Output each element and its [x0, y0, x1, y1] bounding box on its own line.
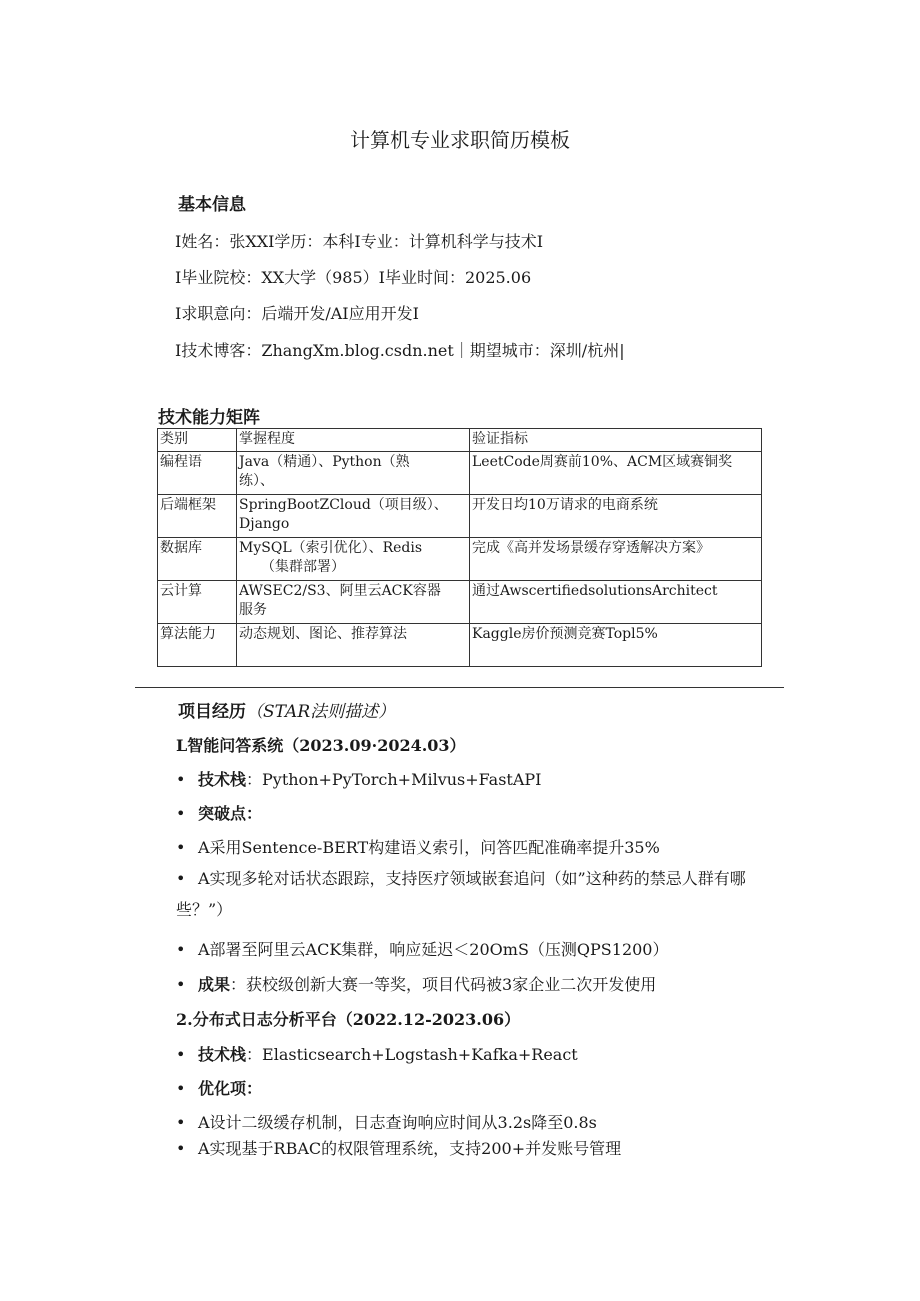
table-row	[158, 538, 762, 581]
table-cell-level	[237, 581, 470, 624]
label: 突破点	[198, 804, 247, 823]
bullet-icon: •	[176, 975, 186, 994]
table-cell-category: 云计算	[158, 581, 237, 624]
bullet-icon: •	[176, 838, 186, 857]
table-cell-proof: Kaggle房价预测竞赛Topl5%	[470, 624, 762, 667]
table-cell-category: 后端框架	[158, 495, 237, 538]
column-header: 验证指标	[470, 429, 762, 452]
bullet-icon: •	[176, 869, 186, 888]
section-heading-skill-matrix: 技术能力矩阵	[158, 408, 260, 428]
list-item	[176, 835, 660, 858]
projects-heading-text: 项目经历	[178, 702, 246, 722]
item-text: A部署至阿里云ACK集群，响应延迟＜20OmS（压测QPS1200）	[198, 940, 669, 959]
list-item	[176, 1110, 597, 1133]
list-item	[176, 801, 262, 824]
level-text: 动态规划、图论、推荐算法	[239, 626, 407, 642]
list-item	[176, 1136, 621, 1159]
table-cell-level	[237, 452, 470, 495]
label: 优化项	[198, 1079, 247, 1098]
basic-info-line: I姓名：张XXI学历：本科I专业：计算机科学与技术I	[175, 232, 544, 251]
basic-info-line: I技术博客：ZhangXm.blog.csdn.net｜期望城市：深圳/杭州|	[175, 341, 625, 360]
list-item	[176, 1042, 578, 1065]
item-text: A设计二级缓存机制，日志查询响应时间从3.2s降至0.8s	[198, 1113, 597, 1132]
label-colon: ：	[246, 1079, 263, 1098]
bullet-icon: •	[176, 940, 186, 959]
table-row	[158, 581, 762, 624]
table-cell-level	[237, 538, 470, 581]
basic-info-line: I毕业院校：XX大学（985）I毕业时间：2025.06	[175, 268, 532, 287]
bullet-icon: •	[176, 1079, 186, 1098]
bullet-icon: •	[176, 804, 186, 823]
level-text-cont: 练）、	[239, 473, 274, 489]
list-item	[176, 972, 656, 995]
column-header: 类别	[158, 429, 237, 452]
value: ：Python+PyTorch+Milvus+FastAPI	[246, 770, 542, 789]
table-row	[158, 452, 762, 495]
item-text: A实现基于RBAC的权限管理系统，支持200+并发账号管理	[198, 1139, 622, 1158]
basic-info-line: I求职意向：后端开发/AI应用开发I	[175, 304, 419, 323]
section-heading-projects	[178, 697, 395, 722]
table-cell-category: 编程语	[158, 452, 237, 495]
project-title: 2.分布式日志分析平台（2022.12-2023.06）	[176, 1010, 521, 1029]
bullet-icon: •	[176, 1045, 186, 1064]
label: 技术栈	[198, 770, 247, 789]
column-header: 掌握程度	[237, 429, 470, 452]
level-text: Java（精通）、Python（熟	[239, 454, 410, 470]
table-cell-category: 算法能力	[158, 624, 237, 667]
table-row	[158, 495, 762, 538]
level-text: SpringBootZCloud（项目级）、	[239, 497, 448, 513]
bullet-icon: •	[176, 770, 186, 789]
bullet-icon: •	[176, 1113, 186, 1132]
value: ：获校级创新大赛一等奖，项目代码被3家企业二次开发使用	[230, 975, 657, 994]
list-item	[176, 937, 668, 960]
table-header-row	[158, 429, 762, 452]
project-title: L智能问答系统（2023.09·2024.03）	[176, 736, 466, 755]
table-cell-level	[237, 624, 470, 667]
table-cell-category: 数据库	[158, 538, 237, 581]
section-divider	[135, 687, 784, 688]
table-cell-proof: LeetCode周赛前10%、ACM区域赛铜奖	[470, 452, 762, 495]
list-item	[176, 863, 788, 925]
level-text-cont: Django	[239, 516, 290, 532]
table-cell-proof: 开发日均10万请求的电商系统	[470, 495, 762, 538]
bullet-icon: •	[176, 1139, 186, 1158]
level-text: MySQL（索引优化）、Redis	[239, 540, 423, 556]
level-text-cont: （集群部署）	[261, 559, 345, 575]
item-text: A实现多轮对话状态跟踪，支持医疗领域嵌套追问（如”这种药的禁忌人群有哪些？”）	[176, 869, 746, 919]
list-item	[176, 767, 542, 790]
page-title: 计算机专业求职简历模板	[350, 128, 570, 152]
table-cell-proof: 完成《高并发场景缓存穿透解决方案》	[470, 538, 762, 581]
section-heading-basic-info: 基本信息	[178, 195, 246, 215]
label-colon: ：	[246, 804, 263, 823]
item-text: A采用Sentence-BERT构建语义索引，问答匹配准确率提升35%	[198, 838, 660, 857]
value: ：Elasticsearch+Logstash+Kafka+React	[246, 1045, 578, 1064]
level-text-cont: 服务	[239, 602, 267, 618]
table-row	[158, 624, 762, 667]
skill-matrix-table	[157, 428, 762, 667]
list-item	[176, 1076, 262, 1099]
level-text: AWSEC2/S3、阿里云ACK容器	[239, 583, 441, 599]
label: 成果	[198, 975, 231, 994]
table-cell-level	[237, 495, 470, 538]
table-cell-proof: 通过AwscertifiedsolutionsArchitect	[470, 581, 762, 624]
label: 技术栈	[198, 1045, 247, 1064]
projects-heading-note: （STAR法则描述）	[246, 702, 396, 722]
